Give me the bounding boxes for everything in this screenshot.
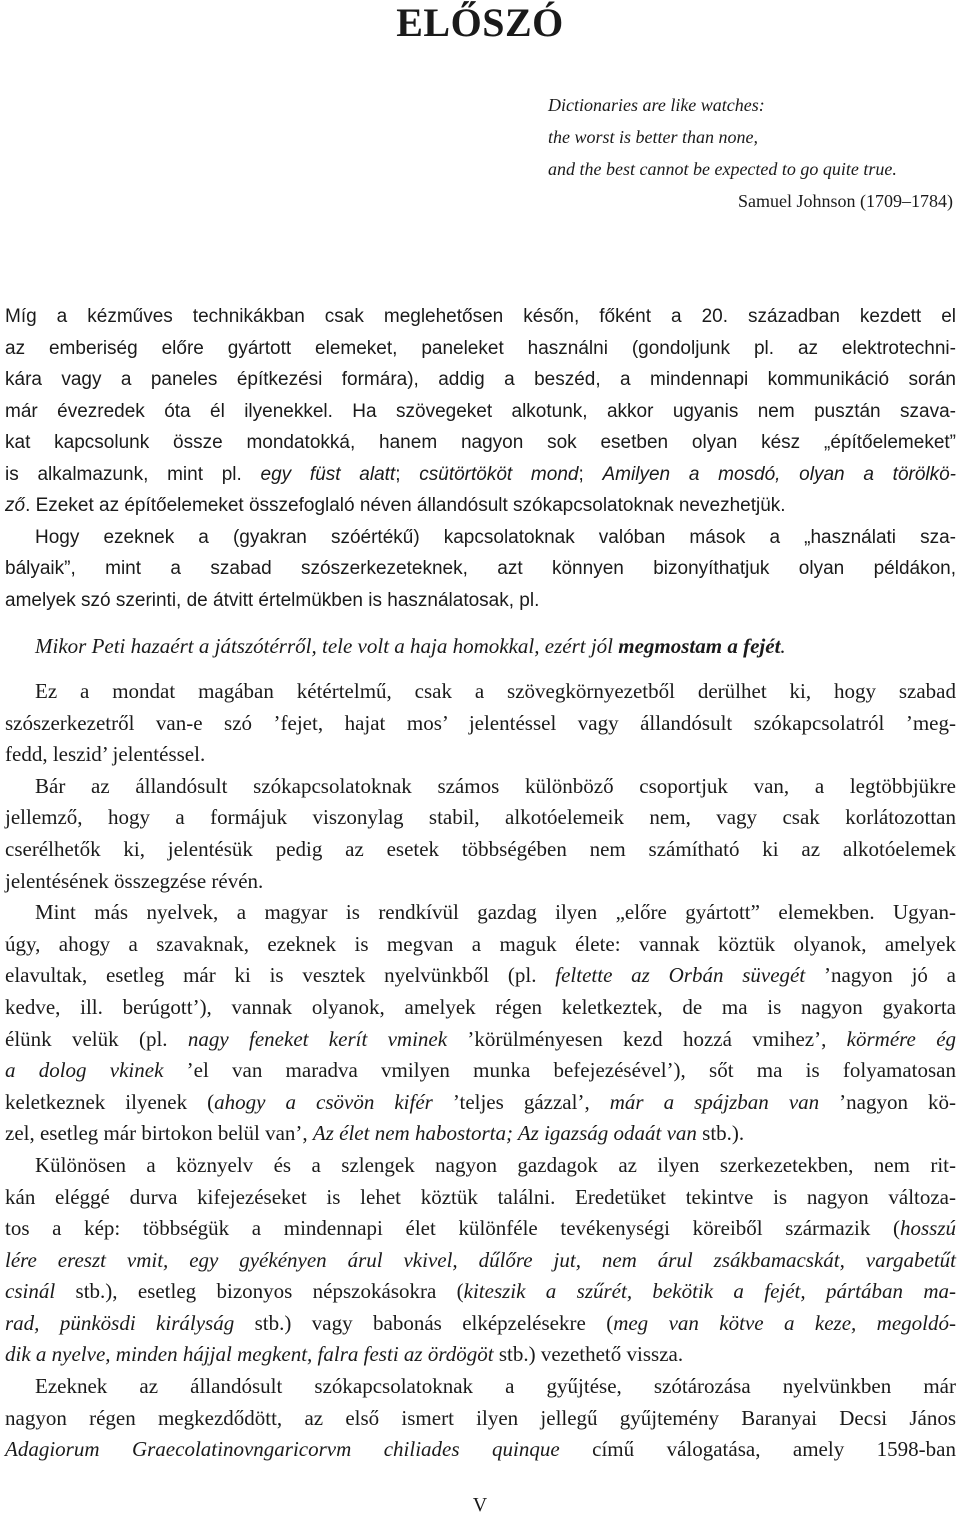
text-line: már évezredek óta él ilyenekkel. Ha szövegeket alkotunk, akkor ugyanis nem pusztán szava- [5, 400, 956, 422]
text-span: elavultak, esetleg már ki is vesztek nyelvünkből (pl. [5, 963, 556, 988]
epigraph-line: Dictionaries are like watches: [548, 95, 765, 115]
text-span: . Ezeket az építőelemeket összefoglaló néven állandósult szókapcsolatoknak nevezhetjük. [25, 495, 786, 516]
idiom-example: Az élet nem habostorta; Az igazság odaát van [312, 1121, 697, 1146]
text-line: Hogy ezeknek a (gyakran szóértékű) kapcsolatoknak valóban mások a „használati sza- [35, 526, 956, 548]
epigraph-line: and the best cannot be expected to go quite true. [548, 159, 897, 179]
text-span: keletkeznek ilyenek ( [5, 1089, 215, 1114]
text-span: című válogatása, amely 1598-ban [559, 1437, 956, 1462]
text-span: ; [578, 463, 603, 485]
text-span: ’el van maradva vmilyen munka befejezésével’), sőt ma is folyamatosan [163, 1058, 957, 1083]
text-span: stb.) vezethető vissza. [493, 1342, 684, 1367]
text-line: jellemző, hogy a formájuk viszonylag stabil, alkotóelemeik nem, vagy csak korlátozottan [5, 805, 956, 830]
idiom-example: ző [5, 495, 26, 516]
text-line: az emberiség előre gyártott elemeket, paneleket használni (gondoljunk pl. az elektrotechni- [5, 337, 956, 359]
text-line: lére ereszt vmit, egy gyékényen árul vkivel, dűlőre jut, nem árul zsákbamacskát, vargabetűt [5, 1247, 956, 1272]
book-title: Adagiorum Graecolatinovngaricorvm chiliades quinque [5, 1437, 560, 1462]
text-span: stb.) vagy babonás elképzelésekre ( [234, 1310, 614, 1335]
text-line: amelyek szó szerinti, de átvitt értelmükben is használatosak, pl. [5, 589, 540, 611]
idiom-example: egy füst alatt [260, 463, 396, 485]
idiom-example: meg van kötve a keze, megoldó- [613, 1310, 956, 1335]
text-line: Ezeknek az állandósult szókapcsolatoknak a gyűjtése, szótározása nyelvünkben már [35, 1374, 956, 1399]
main-text [5, 676, 956, 1466]
text-span: élünk velük (pl. [5, 1026, 188, 1051]
text-span: is alkalmazunk, mint pl. [5, 463, 261, 485]
text-line [5, 1308, 956, 1340]
epigraph [548, 89, 953, 217]
text-span: ’nagyon kö- [819, 1089, 957, 1114]
text-span: stb.), esetleg bizonyos népszokásokra ( [55, 1279, 464, 1304]
idiom-example: csütörtököt mond [419, 463, 579, 485]
text-line [5, 1434, 956, 1466]
text-line: jelentésének összegzése révén. [5, 868, 264, 893]
idiom-example: körmére ég [846, 1026, 957, 1051]
text-line: kat kapcsolunk össze mondatokká, hanem nagyon sok esetben olyan kész „építőelemeket” [5, 432, 956, 453]
idiom-example: kiteszik a szűrét, bekötik a fejét, pártában ma- [463, 1279, 956, 1304]
text-line: fedd, leszid’ jelentéssel. [5, 742, 206, 767]
text-line: Különösen a köznyelv és a szlengek nagyon gazdagok az ilyen szerkezetekben, nem rit- [35, 1152, 956, 1177]
text-line: Ez a mondat magában kétértelmű, csak a szövegkörnyezetből derülhet ki, hogy szabad [35, 679, 956, 703]
example-end: . [780, 634, 786, 658]
text-line: kára vagy a paneles építkezési formára), addig a beszéd, a mindennapi kommunikáció során [5, 369, 956, 390]
example-text: Mikor Peti hazaért a játszótérről, tele volt a haja homokkal, ezért jól [35, 634, 619, 658]
text-span: ’teljes gázzal’, [432, 1089, 610, 1114]
text-span: ’nagyon jó a [805, 963, 956, 988]
text-line: szószerkezetről van-e szó ’fejet, hajat mos’ jelentéssel vagy állandósult szókapcsolatról ’meg- [5, 710, 956, 735]
idiom-example: feltette az Orbán süvegét [555, 963, 806, 988]
page-number: V [472, 1494, 488, 1516]
text-line: nagyon régen megkezdődött, az első ismert ilyen jellegű gyűjtemény Baranyai Decsi János [5, 1405, 956, 1430]
idiom-example: Amilyen a mosdó, olyan a törölkö- [602, 463, 957, 485]
example-sentence [35, 630, 956, 662]
text-line [5, 1055, 956, 1087]
example-highlight: megmostam a fejét [618, 634, 781, 658]
text-line [5, 1087, 956, 1119]
page-title: ELŐSZÓ [396, 0, 564, 45]
text-line [5, 1118, 956, 1150]
idiom-example: rad, pünkösdi királyság [5, 1310, 235, 1335]
idiom-example: már a spájzban van [609, 1089, 820, 1114]
text-line [5, 1024, 956, 1056]
text-line [5, 960, 956, 992]
epigraph-line: the worst is better than none, [548, 127, 758, 147]
idiom-example: hosszú [899, 1216, 956, 1241]
text-line [5, 490, 956, 522]
idiom-example: csinál [5, 1279, 56, 1304]
text-line [5, 1339, 956, 1371]
text-line [5, 1276, 956, 1308]
text-line: úgy, ahogy a szavaknak, ezeknek is megvan a maguk élete: vannak köztük olyanok, amelyek [5, 931, 956, 956]
idiom-example: ahogy a csövön kifér [214, 1089, 433, 1114]
text-line: kán eléggé durva kifejezéseket is lehet köztük találni. Eredetüket tekintve is nagyon változa- [5, 1184, 956, 1209]
text-line: cserélhetők ki, jelentésük pedig az esetek többségében nem számítható ki az alkotóelemek [5, 836, 956, 861]
idiom-example: dik a nyelve, minden hájjal megkent, falra festi az ördögöt [5, 1342, 494, 1367]
text-span: ; [395, 463, 420, 485]
text-span: ’körülményesen kezd hozzá vmihez’, [447, 1026, 847, 1051]
text-line: Míg a kézműves technikákban csak meglehetősen későn, főként a 20. században kezdett el [5, 306, 956, 327]
idiom-example: nagy feneket kerít vminek [187, 1026, 448, 1051]
text-line: Mint más nyelvek, a magyar is rendkívül gazdag ilyen „előre gyártott” elemekben. Ugyan- [35, 900, 956, 925]
text-line: bályaik”, mint a szabad szószerkezeteknek, azt könnyen bizonyíthatjuk olyan példákon, [5, 558, 956, 579]
text-line [5, 1213, 956, 1245]
text-line [5, 459, 956, 491]
text-span: tos a kép: többségük a mindennapi élet különféle tevékenységi köreiből származik ( [5, 1216, 900, 1241]
text-line: Bár az állandósult szókapcsolatoknak számos különböző csoportjuk van, a legtöbbjükre [35, 773, 956, 798]
intro-text [5, 301, 956, 616]
text-span: zel, esetleg már birtokon belül van’, [5, 1121, 313, 1146]
epigraph-attribution: Samuel Johnson (1709–1784) [738, 191, 953, 211]
text-span: stb.). [696, 1121, 745, 1146]
text-line: kedve, ill. berúgott’), vannak olyanok, amelyek régen keletkeztek, de ma is nagyon gyakorta [5, 994, 956, 1019]
idiom-example: a dolog vkinek [5, 1058, 164, 1083]
